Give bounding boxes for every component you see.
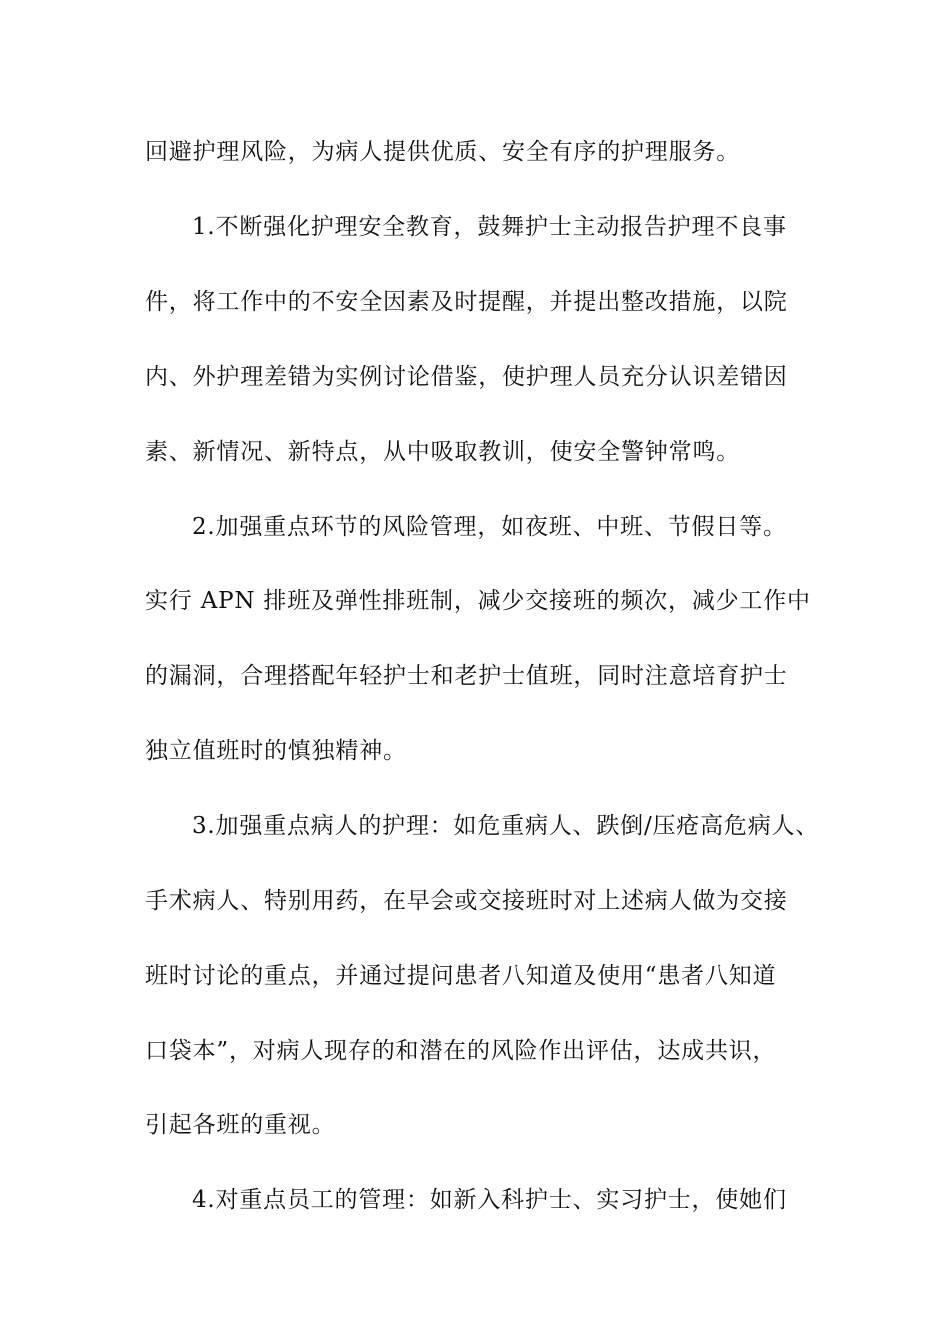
text-line: 班时讨论的重点，并通过提问患者八知道及使用“患者八知道 (145, 963, 777, 989)
text-line: 的漏洞，合理搭配年轻护士和老护士值班，同时注意培育护士 (145, 663, 788, 689)
text-line: 4.对重点员工的管理：如新入科护士、实习护士，使她们 (192, 1187, 787, 1213)
text-line: 2.加强重点环节的风险管理，如夜班、中班、节假日等。 (192, 514, 787, 540)
text-line: 内、外护理差错为实例讨论借鉴，使护理人员充分认识差错因 (145, 364, 788, 390)
text-line: 件，将工作中的不安全因素及时提醒，并提出整改措施，以院 (145, 289, 788, 315)
text-line: 手术病人、特别用药，在早会或交接班时对上述病人做为交接 (145, 888, 788, 914)
text-line: 1.不断强化护理安全教育，鼓舞护士主动报告护理不良事 (192, 214, 787, 240)
text-line: 引起各班的重视。 (145, 1112, 336, 1138)
text-line: 回避护理风险，为病人提供优质、安全有序的护理服务。 (145, 139, 740, 165)
text-line: 口袋本”，对病人现存的和潜在的风险作出评估，达成共识， (145, 1038, 777, 1064)
text-line: 素、新情况、新特点，从中吸取教训，使安全警钟常鸣。 (145, 439, 740, 465)
text-line: 独立值班时的慎独精神。 (145, 738, 407, 764)
text-line: 3.加强重点病人的护理：如危重病人、跌倒/压疮高危病人、 (192, 813, 820, 839)
text-line: 实行 APN 排班及弹性排班制，减少交接班的频次，减少工作中 (145, 588, 811, 614)
